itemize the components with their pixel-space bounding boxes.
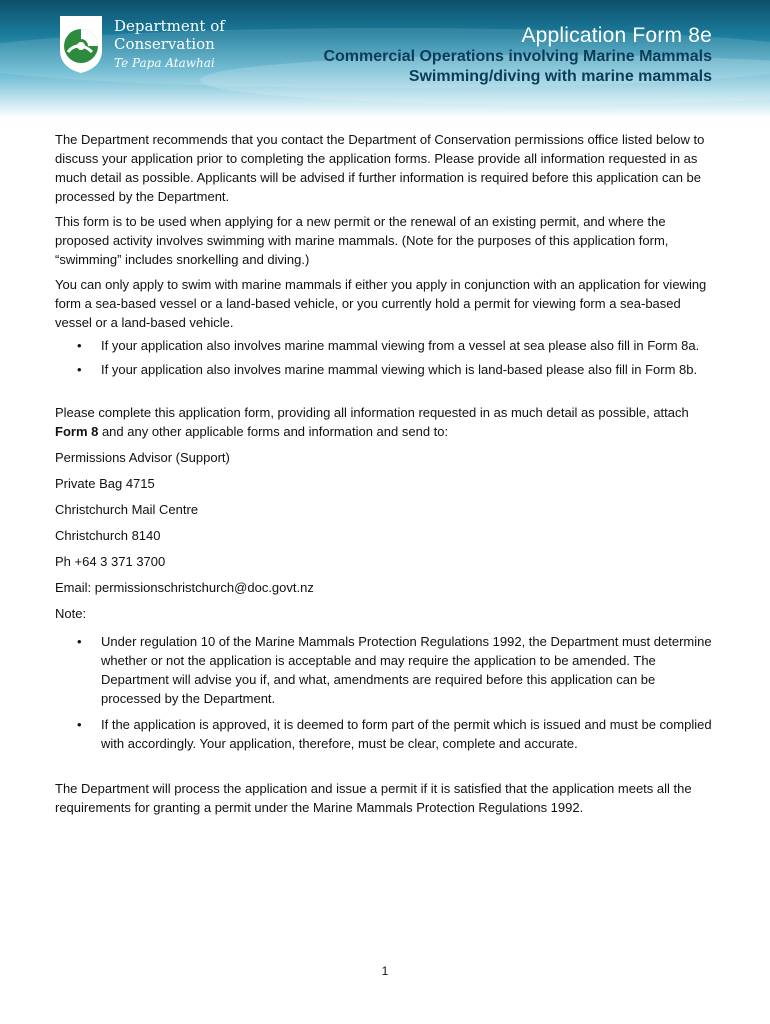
intro-paragraph: The Department recommends that you contact the Department of Conservation permissions office listed below to discuss your application prior to completing the application forms. Please provide all information requested in as much detail as possible. Applicants will be advised if further information is required before this application can be processed by the Department. — [55, 132, 705, 204]
list-item — [55, 360, 715, 379]
eligibility-paragraph: You can only apply to swim with marine mammals if either you apply in conjunction with an application for viewing form a sea-based vessel or a land-based vehicle, or you currently hold a permit for viewing form a sea-based vessel or a land-based vehicle. — [55, 277, 707, 330]
bullet: • — [77, 634, 82, 649]
list-item-text: If your application also involves marine mammal viewing which is land-based please also fill in Form 8b. — [101, 362, 698, 377]
logo-text-maori: Te Papa Atawhai — [114, 56, 215, 70]
header-banner — [0, 0, 770, 118]
address-line: Christchurch Mail Centre — [55, 502, 199, 517]
purpose-paragraph: This form is to be used when applying for a new permit or the renewal of an existing permit, and where the proposed activity involves swimming with marine mammals. (Note for the purposes of this application form, “swimming” includes snorkelling and diving.) — [55, 214, 669, 267]
logo-text-department: Department of — [114, 17, 225, 35]
bullet: • — [77, 717, 82, 732]
address-line: Private Bag 4715 — [55, 476, 155, 491]
form-subtitle-2: Swimming/diving with marine mammals — [408, 68, 712, 85]
logo-text-conservation: Conservation — [114, 35, 215, 53]
phone-number: Ph +64 3 371 3700 — [55, 554, 166, 569]
list-item — [55, 632, 715, 708]
notes-list — [55, 632, 715, 753]
page-number: 1 — [381, 964, 389, 978]
instructions-text: Please complete this application form, providing all information requested in as much detail as possible, attach — [55, 405, 689, 420]
instructions-paragraph — [55, 403, 715, 441]
address-line: Christchurch 8140 — [55, 528, 161, 543]
instructions-text-end: and any other applicable forms and information and send to: — [98, 424, 449, 439]
list-item-text: If your application also involves marine mammal viewing from a vessel at sea please also fill in Form 8a. — [101, 338, 700, 353]
document-body — [55, 130, 715, 817]
closing-paragraph: The Department will process the application and issue a permit if it is satisfied that the application meets all the requirements for granting a permit under the Marine Mammals Protection Regulations 1992. — [55, 781, 692, 815]
email-address: Email: permissionschristchurch@doc.govt.nz — [55, 580, 314, 595]
form-title: Application Form 8e — [521, 24, 712, 47]
list-item — [55, 336, 715, 355]
bullet: • — [77, 338, 82, 353]
form-requirements-list — [55, 336, 715, 379]
list-item-text: If the application is approved, it is deemed to form part of the permit which is issued and must be complied with accordingly. Your application, therefore, must be clear, complete and accurate. — [101, 717, 712, 751]
doc-logo-icon — [56, 14, 106, 74]
address-line: Permissions Advisor (Support) — [55, 450, 230, 465]
bullet: • — [77, 362, 82, 377]
list-item-text: Under regulation 10 of the Marine Mammals Protection Regulations 1992, the Department must determine whether or not the application is acceptable and may require the application to be amended. The Department will advise you if, and what, amendments are required before this application can be processed by the Department. — [101, 634, 712, 706]
note-label: Note: — [55, 606, 87, 621]
doc-logo — [56, 14, 226, 80]
form-subtitle: Commercial Operations involving Marine Mammals — [323, 48, 712, 65]
list-item — [55, 715, 715, 753]
instructions-bold-text: Form 8 — [55, 424, 99, 439]
